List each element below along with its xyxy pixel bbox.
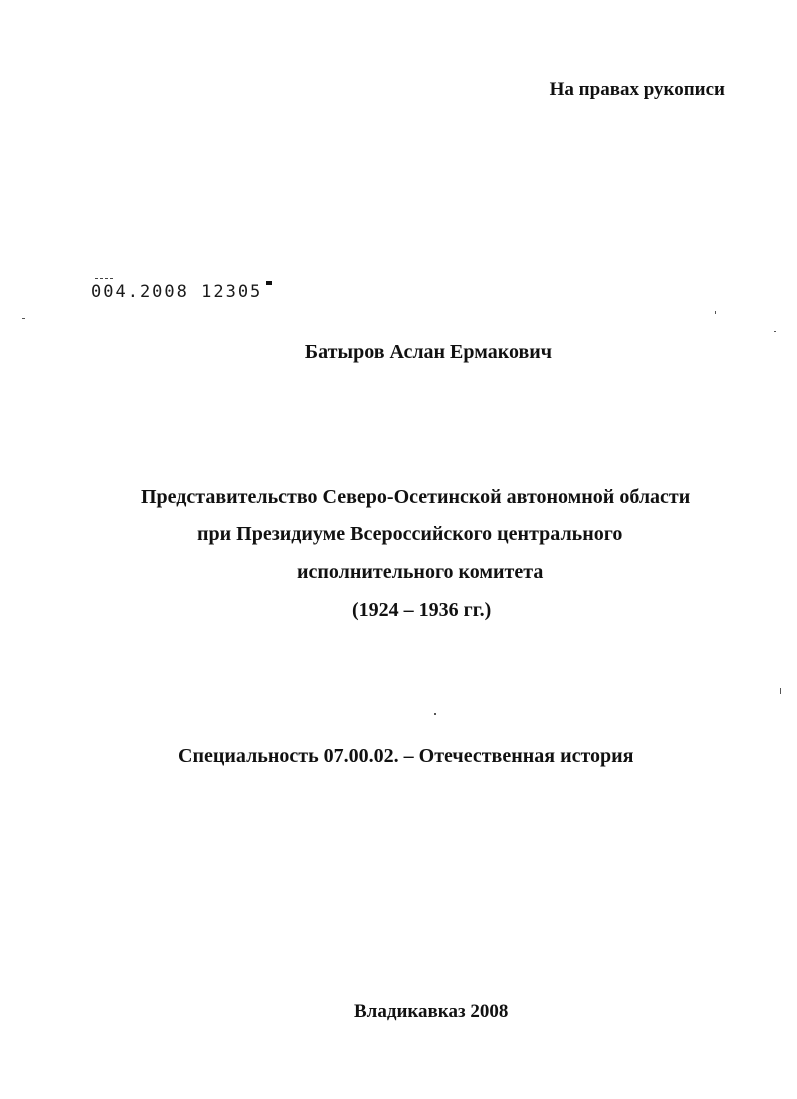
- title-line-2: при Президиуме Всероссийского центрального: [197, 523, 623, 545]
- title-line-3: исполнительного комитета: [297, 561, 544, 583]
- archive-number: 004.2008 12305: [91, 282, 263, 302]
- title-line-1: Представительство Северо-Осетинской автономной области: [141, 486, 691, 508]
- author-name: Батыров Аслан Ермакович: [304, 341, 553, 363]
- specialty-line: Специальность 07.00.02. – Отечественная история: [178, 745, 634, 767]
- place-year: Владикавказ 2008: [354, 1001, 509, 1022]
- rights-notice: На правах рукописи: [549, 79, 725, 100]
- scan-speck: [434, 713, 436, 715]
- scan-speck: [22, 318, 25, 319]
- title-line-4: (1924 – 1936 гг.): [352, 599, 492, 621]
- archive-stamp: [91, 281, 272, 302]
- scan-speck: [780, 688, 781, 694]
- stamp-mark: [266, 281, 272, 285]
- scan-speck: [774, 331, 776, 332]
- stamp-overbar: [95, 278, 113, 279]
- scan-speck: [715, 311, 716, 314]
